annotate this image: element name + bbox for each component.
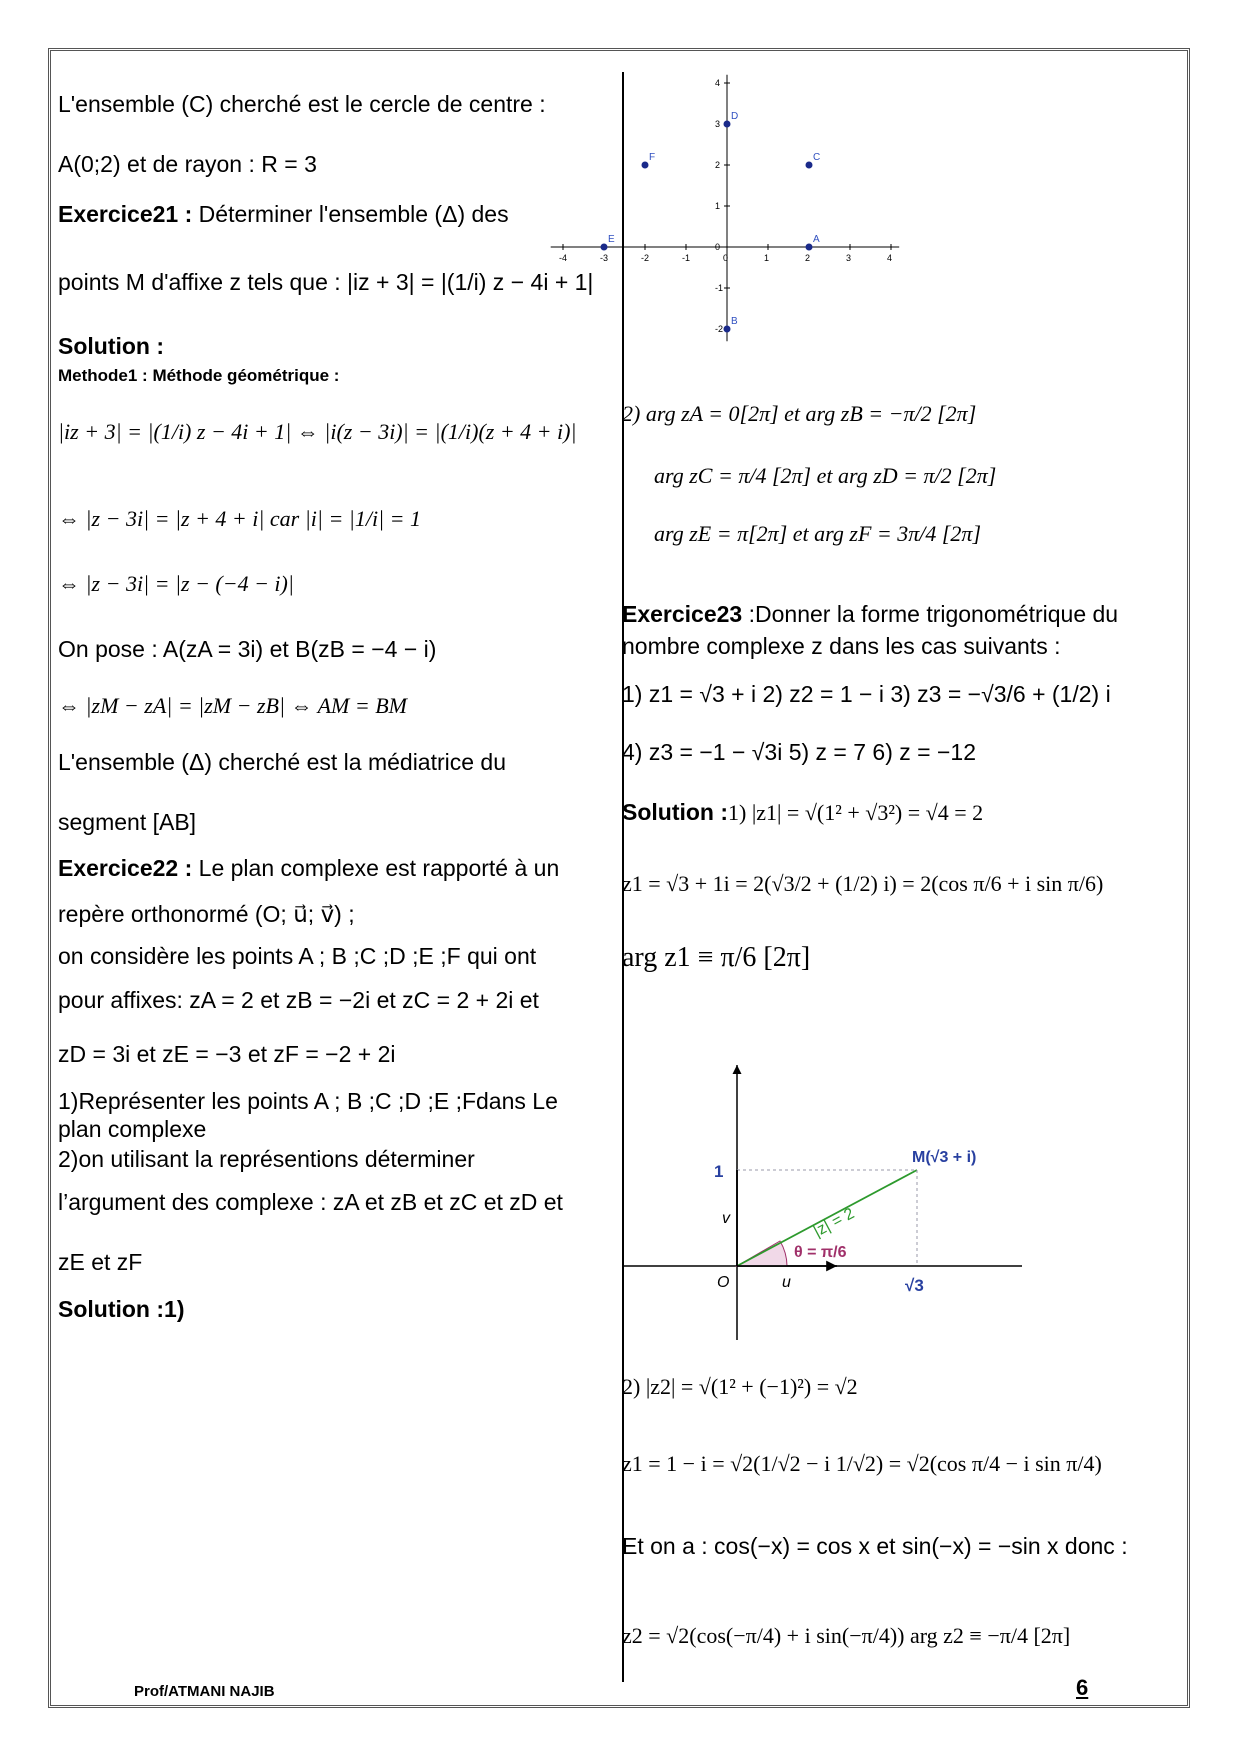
page-number: 6 [1076,1675,1089,1700]
x-tick-label: -3 [600,253,609,263]
equation: 1) |z1| = √(1² + √3²) = √4 = 2 [728,800,984,825]
label-O: O [717,1274,730,1291]
trig-figure [622,1055,1022,1355]
exercise-text: :Donner la forme trigonométrique du [742,601,1119,627]
point-label-C: C [813,152,821,163]
exercise-23 [622,600,1118,629]
y-tick-label: 4 [715,78,721,88]
argument-line: arg zE = π[2π] et arg zF = 3π/4 [2π] [654,521,982,546]
x-tick-label: 2 [805,253,811,263]
y-tick-label: 0 [715,242,721,252]
solution-heading: Solution : [622,799,729,825]
solution-heading: Solution :1) [58,1296,185,1322]
text-line: plan complexe [58,1116,207,1142]
point-label-B: B [731,316,738,327]
label-u: u [782,1274,791,1291]
author: Prof/ATMANI NAJIB [134,1683,275,1700]
y-tick-label: 1 [715,201,721,211]
method-heading: Methode1 : Méthode géométrique : [58,366,340,385]
point-label-E: E [608,234,615,245]
text-line: points M d'affixe z tels que : |iz + 3| = |(1/i) z − 4i + 1| [58,269,594,295]
point-D [724,121,731,128]
text-line: repère orthonormé (O; u⃗; v⃗) ; [58,901,355,927]
text-line: segment [AB] [58,809,197,835]
x-tick-label: -1 [682,253,691,263]
text-line: pour affixes: zA = 2 et zB = −2i et zC = 2 + 2i et [58,987,539,1013]
exercise-title: Exercice21 : [58,201,193,227]
y-tick-label: 2 [715,160,721,170]
x-tick-label: -2 [641,253,650,263]
point-C [806,162,813,169]
label-1: 1 [714,1162,724,1181]
text-line: L'ensemble (C) cherché est le cercle de centre : [58,91,546,117]
text-line: 4) z3 = −1 − √3i 5) z = 7 6) z = −12 [622,739,976,765]
x-tick-label: 3 [846,253,852,263]
x-tick-label: -4 [559,253,568,263]
point-B [724,326,731,333]
text-line: On pose : A(zA = 3i) et B(zB = −4 − i) [58,636,437,662]
equation: z2 = √2(cos(−π/4) + i sin(−π/4)) arg z2 ≡ −π/4 [2π] [622,1623,1071,1648]
x-tick-label: 4 [887,253,893,263]
exercise-title: Exercice22 : [58,855,193,881]
point-label-D: D [731,111,739,122]
exercise-text: Déterminer l'ensemble (Δ) des [198,201,509,227]
y-tick-label: 3 [715,119,721,129]
solution-heading: Solution : [58,333,165,359]
text-line: 2)on utilisant la représentions déterminer [58,1146,475,1172]
text-line: on considère les points A ; B ;C ;D ;E ;F qui ont [58,943,537,969]
equation: 2) |z2| = √(1² + (−1)²) = √2 [622,1374,858,1399]
equation: z1 = 1 − i = √2(1/√2 − i 1/√2) = √2(cos π/4 − i sin π/4) [622,1451,1102,1476]
equation: arg z1 ≡ π/6 [2π] [622,942,811,973]
text-line: zD = 3i et zE = −3 et zF = −2 + 2i [58,1041,396,1067]
point-label-F: F [649,152,656,163]
text-line: nombre complexe z dans les cas suivants : [622,633,1061,659]
equation: ⇔ |zM − zA| = |zM − zB| ⇔ AM = BM [58,693,407,718]
text-line: L'ensemble (Δ) cherché est la médiatrice du [58,749,507,775]
text-line: A(0;2) et de rayon : R = 3 [58,151,317,177]
equation: ⇔ |z − 3i| = |z − (−4 − i)| [58,571,294,596]
text-line: Et on a : cos(−x) = cos x et sin(−x) = −sin x donc : [622,1533,1128,1559]
exercise-21 [58,200,509,229]
points-plot [559,75,1012,375]
equation: ⇔ |z − 3i| = |z + 4 + i| car |i| = |1/i| = 1 [58,506,421,531]
equation: z1 = √3 + 1i = 2(√3/2 + (1/2) i) = 2(cos π/6 + i sin π/6) [622,871,1104,896]
equation: |iz + 3| = |(1/i) z − 4i + 1| ⇔ |i(z − 3i)| = |(1/i)(z + 4 + i)| [58,419,577,444]
point-A [806,244,813,251]
text-line: l’argument des complexe : zA et zB et zC et zD et [58,1189,563,1215]
point-label-A: A [813,234,820,245]
label-modulus: |z| = 2 [810,1205,858,1241]
exercise-22 [58,854,559,883]
text-line: zE et zF [58,1249,143,1275]
exercise-title: Exercice23 [622,601,743,627]
point-F [642,162,649,169]
y-tick-label: -1 [715,283,724,293]
x-tick-label: 0 [723,253,729,263]
solution-line [622,798,983,827]
argument-line: 2) arg zA = 0[2π] et arg zB = −π/2 [2π] [622,401,977,426]
x-tick-label: 1 [764,253,770,263]
text-line: 1)Représenter les points A ; B ;C ;D ;E ;Fdans Le [58,1088,558,1114]
y-tick-label: -2 [715,324,724,334]
point-E [601,244,608,251]
label-M: M(√3 + i) [912,1149,977,1166]
label-v: v [722,1210,730,1227]
text-line: 1) z1 = √3 + i 2) z2 = 1 − i 3) z3 = −√3/6 + (1/2) i [622,681,1111,707]
exercise-text: Le plan complexe est rapporté à un [198,855,560,881]
label-theta: θ = π/6 [794,1244,847,1261]
label-sqrt3: √3 [905,1276,924,1295]
argument-line: arg zC = π/4 [2π] et arg zD = π/2 [2π] [654,463,997,488]
